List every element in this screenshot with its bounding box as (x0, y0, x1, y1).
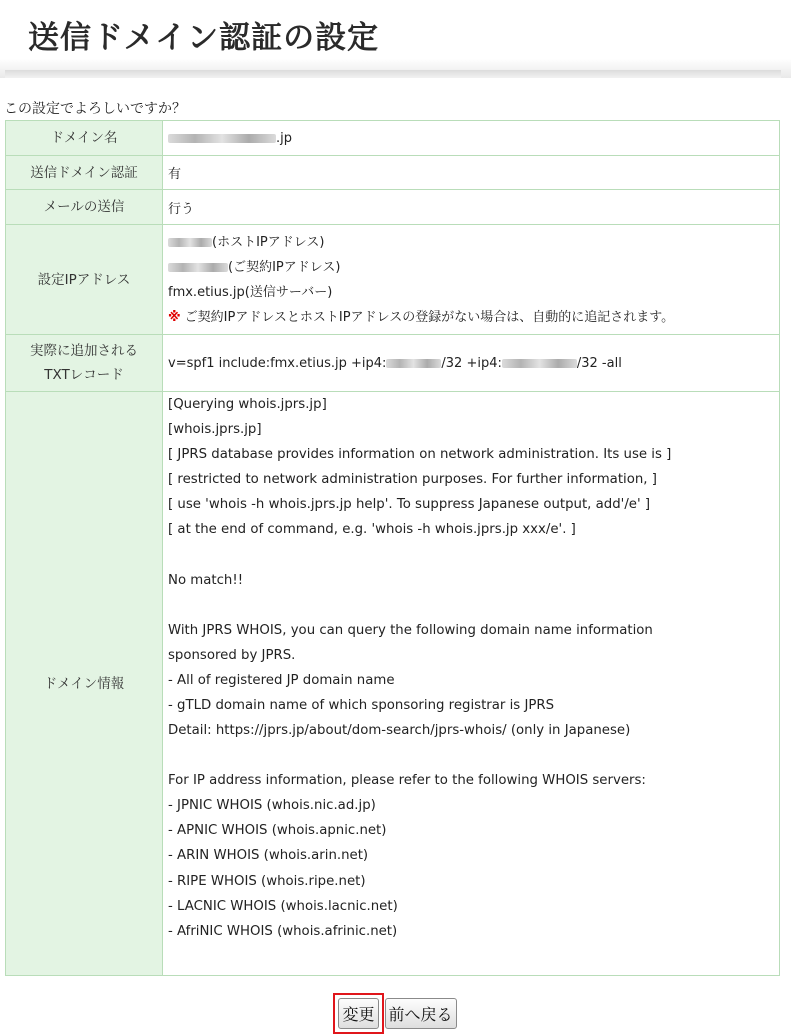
mail-send-label: メールの送信 (6, 190, 163, 225)
whois-line: sponsored by JPRS. (168, 647, 296, 663)
whois-line: [ JPRS database provides information on network administration. Its use is ] (168, 447, 672, 463)
table-row-mail-send (6, 190, 780, 225)
whois-line: - RIPE WHOIS (whois.ripe.net) (168, 873, 366, 889)
masked-domain (168, 134, 276, 143)
txt-label-line1: 実際に追加される (30, 343, 138, 359)
masked-contract-ip (168, 263, 228, 272)
mail-send-value: 行う (163, 190, 780, 225)
whois-line: [whois.jprs.jp] (168, 422, 262, 438)
confirm-message: この設定でよろしいですか？ (4, 101, 186, 117)
txt-suffix: /32 -all (576, 355, 622, 371)
masked-txt-ip1 (386, 359, 441, 368)
button-bar (0, 993, 791, 1034)
back-button[interactable]: 前へ戻る (385, 998, 457, 1029)
ip-value (163, 225, 780, 335)
table-row-whois (6, 392, 780, 976)
domain-suffix: .jp (276, 130, 292, 146)
contract-ip-suffix: (ご契約IPアドレス) (228, 259, 341, 275)
whois-line (168, 543, 774, 568)
txt-label-line2: TXTレコード (44, 367, 124, 383)
table-row-auth (6, 156, 780, 190)
whois-line: [ at the end of command, e.g. 'whois -h whois.jprs.jp xxx/e'. ] (168, 522, 576, 538)
whois-line: - ARIN WHOIS (whois.arin.net) (168, 848, 369, 864)
domain-value (163, 121, 780, 156)
whois-line: - LACNIC WHOIS (whois.lacnic.net) (168, 898, 398, 914)
domain-label: ドメイン名 (6, 121, 163, 156)
table-row-txt (6, 335, 780, 392)
whois-line: - gTLD domain name of which sponsoring registrar is JPRS (168, 697, 555, 713)
whois-line (168, 743, 774, 768)
table-row-domain (6, 121, 780, 156)
ip-label: 設定IPアドレス (6, 225, 163, 335)
masked-txt-ip2 (502, 359, 577, 368)
whois-line: - All of registered JP domain name (168, 672, 395, 688)
note-mark-icon: ※ (168, 309, 181, 325)
header-divider (5, 70, 781, 78)
host-ip-suffix: (ホストIPアドレス) (212, 234, 325, 250)
change-button-highlight (333, 993, 383, 1034)
whois-line: - JPNIC WHOIS (whois.nic.ad.jp) (168, 798, 376, 814)
whois-line: For IP address information, please refer to the following WHOIS servers: (168, 773, 646, 789)
whois-line (168, 593, 774, 618)
contract-ip-line (168, 255, 774, 280)
whois-value (163, 392, 780, 976)
page-header (0, 0, 791, 78)
ip-note-text: ご契約IPアドレスとホストIPアドレスの登録がない場合は、自動的に追記されます。 (184, 309, 675, 325)
auth-label: 送信ドメイン認証 (6, 156, 163, 190)
txt-prefix: v=spf1 include:fmx.etius.jp +ip4: (168, 355, 387, 371)
masked-host-ip (168, 238, 212, 247)
whois-label: ドメイン情報 (6, 392, 163, 976)
table-row-ip (6, 225, 780, 335)
whois-line: With JPRS WHOIS, you can query the following domain name information (168, 622, 653, 638)
auth-value: 有 (163, 156, 780, 190)
txt-value (163, 335, 780, 392)
host-ip-line (168, 230, 774, 255)
whois-line: - AfriNIC WHOIS (whois.afrinic.net) (168, 923, 398, 939)
whois-line: [Querying whois.jprs.jp] (168, 397, 327, 412)
whois-line: Detail: https://jprs.jp/about/dom-search/jprs-whois/ (only in Japanese) (168, 723, 631, 739)
change-button[interactable]: 変更 (338, 998, 378, 1029)
whois-line: No match!! (168, 572, 244, 588)
txt-label (6, 335, 163, 392)
settings-table (5, 120, 780, 976)
whois-line: [ restricted to network administration purposes. For further information, ] (168, 472, 657, 488)
page-title: 送信ドメイン認証の設定 (28, 20, 380, 56)
whois-line: - APNIC WHOIS (whois.apnic.net) (168, 823, 387, 839)
ip-note (168, 305, 774, 330)
server-line: fmx.etius.jp(送信サーバー) (168, 284, 333, 300)
txt-middle: /32 +ip4: (441, 355, 502, 371)
whois-line: [ use 'whois -h whois.jprs.jp help'. To suppress Japanese output, add'/e' ] (168, 497, 651, 513)
